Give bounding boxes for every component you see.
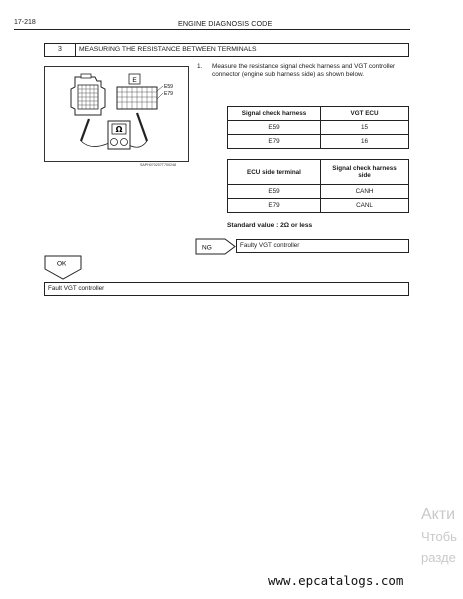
left-probe xyxy=(81,119,109,147)
table-row xyxy=(228,185,409,199)
table-header: VGT ECU xyxy=(321,107,409,121)
callout-e59: E59 xyxy=(164,84,173,90)
step-number: 3 xyxy=(45,44,76,56)
activation-watermark: Чтобь xyxy=(421,529,457,544)
table-cell: E59 xyxy=(228,121,321,135)
instruction-text: Measure the resistance signal check harness and VGT controller connector (engine sub harness side) as shown below. xyxy=(212,63,396,78)
terminal-table-can xyxy=(227,159,409,213)
table-header: Signal check harness side xyxy=(321,160,409,185)
table-cell: 15 xyxy=(321,121,409,135)
step-title: MEASURING THE RESISTANCE BETWEEN TERMINALS xyxy=(79,46,257,53)
sub-harness-connector xyxy=(71,74,105,115)
figure-code: SAPH070207T700248 xyxy=(140,163,176,167)
right-probe xyxy=(129,113,147,147)
table-header: ECU side terminal xyxy=(228,160,321,185)
table-cell: CANH xyxy=(321,185,409,199)
site-url: www.epcatalogs.com xyxy=(268,573,404,588)
instruction-number: 1. xyxy=(197,63,203,70)
table-cell: E79 xyxy=(228,135,321,149)
table-header: Signal check harness xyxy=(228,107,321,121)
connector-diagram xyxy=(45,67,188,161)
page-number: 17-218 xyxy=(14,19,36,26)
table-row xyxy=(228,199,409,213)
vgt-controller-connector xyxy=(117,74,163,109)
table-header-row xyxy=(228,160,409,185)
table-row xyxy=(228,121,409,135)
table-cell: E59 xyxy=(228,185,321,199)
terminal-table-vgt-ecu xyxy=(227,106,409,149)
activation-watermark: Акти xyxy=(421,506,456,523)
standard-value: Standard value : 2Ω or less xyxy=(227,222,313,229)
header-divider xyxy=(14,29,410,30)
table-cell: E79 xyxy=(228,199,321,213)
ng-result: Faulty VGT controller xyxy=(236,239,409,253)
ng-label: NG xyxy=(202,244,212,252)
measurement-figure xyxy=(44,66,189,162)
ng-arrow-icon xyxy=(195,238,237,255)
page-title: ENGINE DIAGNOSIS CODE xyxy=(178,19,273,28)
table-row xyxy=(228,135,409,149)
table-cell: CANL xyxy=(321,199,409,213)
callout-e79: E79 xyxy=(164,91,173,97)
table-cell: 16 xyxy=(321,135,409,149)
ok-arrow-icon xyxy=(44,255,84,281)
ok-result: Fault VGT controller xyxy=(44,282,409,296)
table-header-row xyxy=(228,107,409,121)
ok-label: OK xyxy=(57,260,67,268)
activation-watermark: разде xyxy=(421,550,456,565)
connector-label: E xyxy=(132,77,137,84)
ohm-symbol: Ω xyxy=(115,125,123,134)
step-header xyxy=(44,43,409,57)
